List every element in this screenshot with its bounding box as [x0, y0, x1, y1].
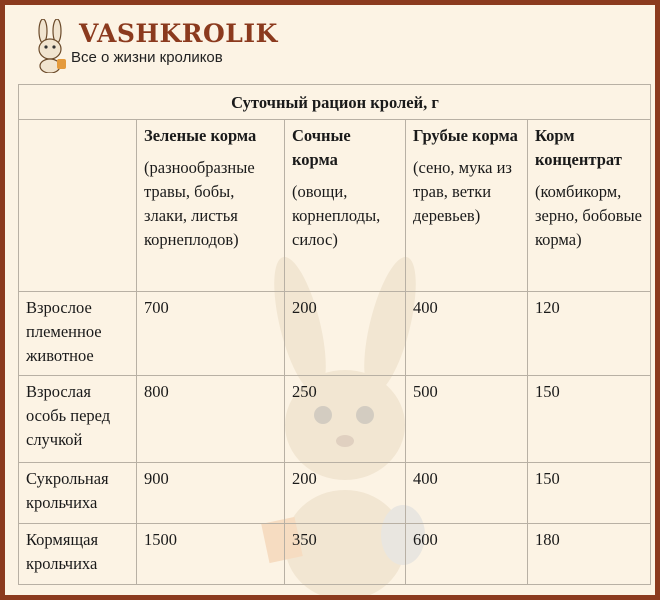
column-desc: (овощи, корнеплоды, силос)	[292, 182, 381, 249]
table-cell: 400	[406, 463, 528, 524]
column-name: Грубые корма	[413, 126, 518, 145]
table-title: Суточный рацион кролей, г	[19, 85, 651, 120]
column-header	[528, 120, 651, 292]
table-cell: 800	[137, 376, 285, 463]
table-cell: 400	[406, 292, 528, 376]
table-cell: 180	[528, 524, 651, 585]
table-cell: 700	[137, 292, 285, 376]
table-cell: 350	[285, 524, 406, 585]
column-header	[406, 120, 528, 292]
row-label: Кормящая крольчиха	[19, 524, 137, 585]
table-row	[19, 463, 651, 524]
table-cell: 500	[406, 376, 528, 463]
bunny-logo-icon	[27, 19, 73, 73]
column-header	[137, 120, 285, 292]
table-cell: 200	[285, 463, 406, 524]
table-row	[19, 376, 651, 463]
brand-name[interactable]: VASHKROLIK	[79, 19, 278, 48]
table-cell: 120	[528, 292, 651, 376]
row-label: Взрослое племенное животное	[19, 292, 137, 376]
table-cell: 600	[406, 524, 528, 585]
table-row	[19, 292, 651, 376]
column-name: Зеленые корма	[144, 126, 257, 145]
column-header	[285, 120, 406, 292]
ration-table	[18, 84, 651, 585]
column-name: Корм концентрат	[535, 126, 622, 169]
table-cell: 900	[137, 463, 285, 524]
table-cell: 250	[285, 376, 406, 463]
row-label: Сукрольная крольчиха	[19, 463, 137, 524]
site-header	[19, 15, 419, 77]
row-label: Взрослая особь перед случкой	[19, 376, 137, 463]
table-cell: 150	[528, 376, 651, 463]
table-cell: 1500	[137, 524, 285, 585]
table-row	[19, 524, 651, 585]
corner-cell	[19, 120, 137, 292]
table-header-row	[19, 120, 651, 292]
column-name: Сочные корма	[292, 126, 351, 169]
table-cell: 150	[528, 463, 651, 524]
column-desc: (комбикорм, зерно, бобовые корма)	[535, 182, 642, 249]
column-desc: (разнообразные травы, бобы, злаки, листья корнеплодов)	[144, 158, 255, 249]
table-cell: 200	[285, 292, 406, 376]
brand-tagline: Все о жизни кроликов	[71, 49, 223, 66]
column-desc: (сено, мука из трав, ветки деревьев)	[413, 158, 512, 225]
